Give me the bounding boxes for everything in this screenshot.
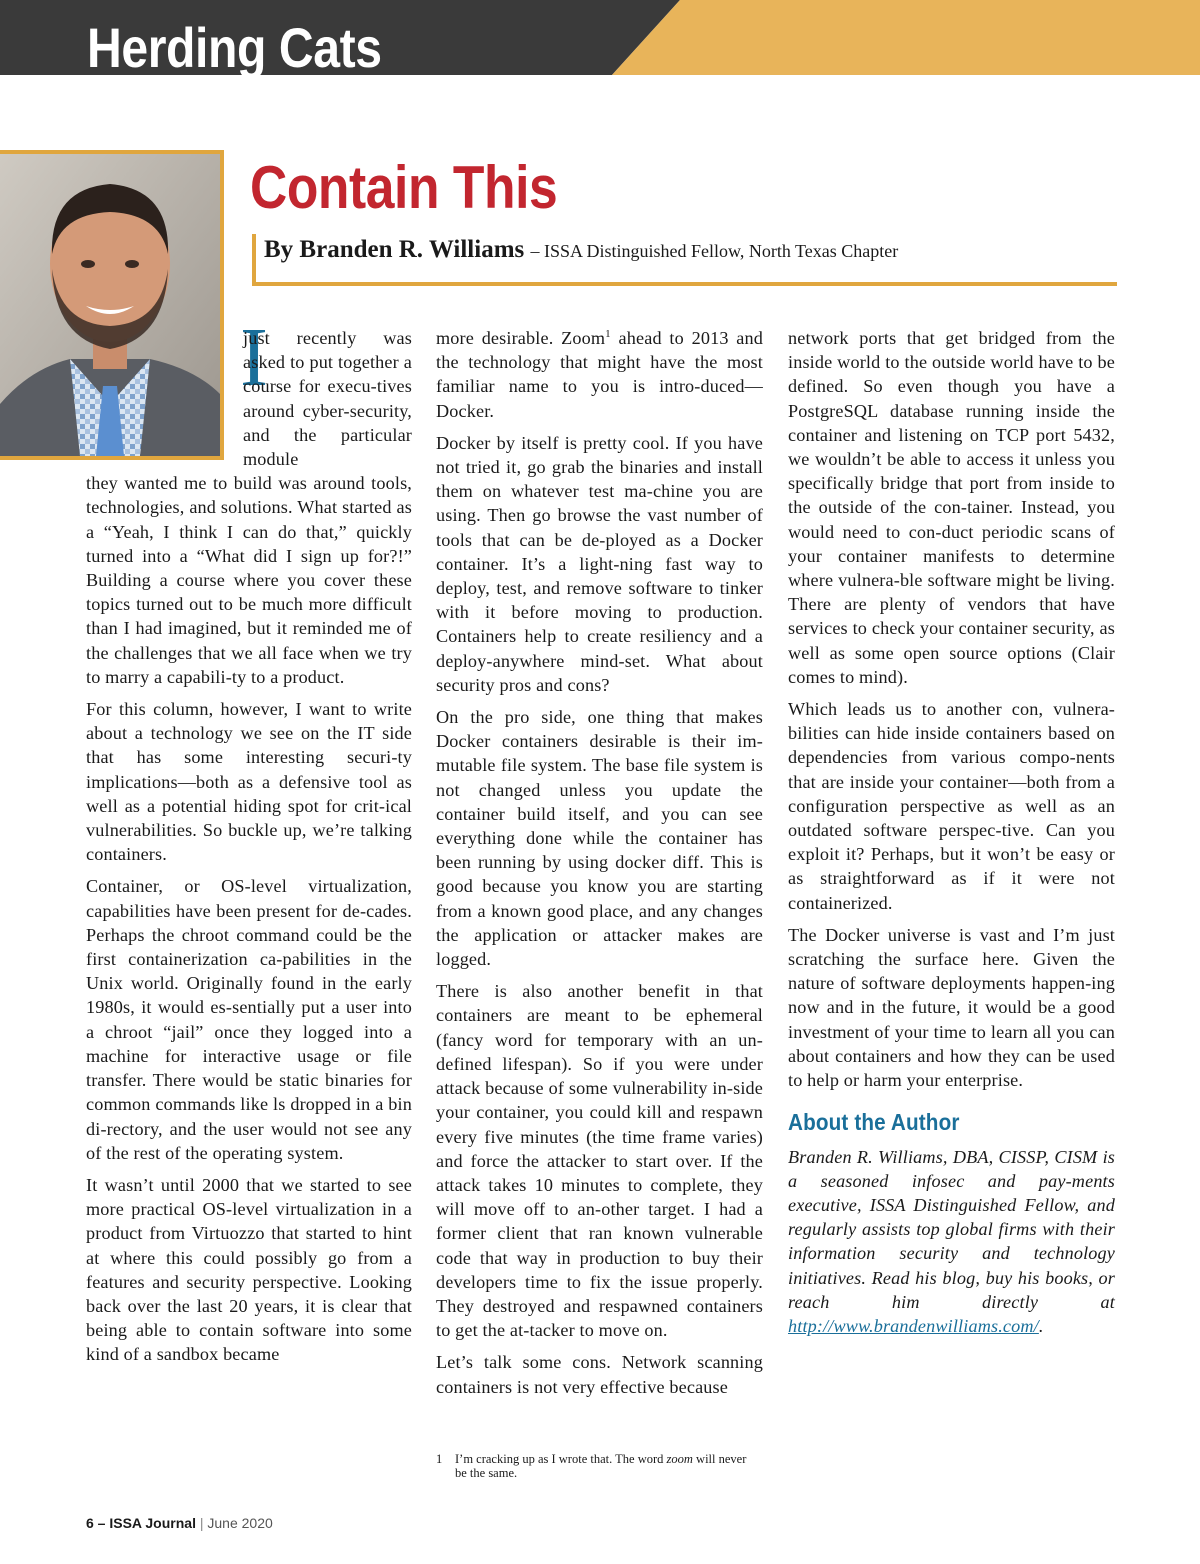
footer-separator: | — [199, 1515, 204, 1531]
author-name: By Branden R. Williams — [264, 236, 525, 263]
page-footer — [86, 1515, 273, 1531]
drop-cap: I — [240, 311, 268, 404]
about-author-text — [788, 1145, 1115, 1339]
about-author-heading: About the Author — [788, 1109, 960, 1136]
column-2 — [436, 326, 763, 1407]
paragraph: Docker by itself is pretty cool. If you have not tried it, go grab the binaries and install them on whatever test ma-chine you are using. Then go browse the vast number of tools that can be de-ployed as a Docker container. It’s a light-ning fast way to deploy, test, and remove software to tinker with it before moving to production. Containers help to create resiliency and a deploy-anywhere mind-set. What about security pros and cons? — [436, 432, 763, 695]
paragraph: Container, or OS-level virtualization, capabilities have been present for de-cades. Perhaps the chroot command could be the first containerization ca-pabilities in the Unix world. Originally found in the early 1980s, it would es-sentially put a user into a chroot “jail” once they logged into a machine for interactive usage or file transfer. There would be static binaries for common commands like ls dropped in a bin di-rectory, and the user would not see any of the rest of the operating system. — [86, 876, 412, 1163]
footnote — [436, 1452, 756, 1480]
author-affiliation: – ISSA Distinguished Fellow, North Texas Chapter — [530, 241, 899, 261]
paragraph: On the pro side, one thing that makes Docker containers desirable is their im-mutable file system. The base file system is not changed unless you update the container build itself, and you can see everything done while the container has been running by using docker diff. This is good because you know you are starting from a known good place, and any changes the application or attacker makes are logged. — [436, 707, 763, 970]
author-website-link[interactable]: http://www.brandenwilliams.com/ — [788, 1315, 1039, 1336]
paragraph-text: ahead to 2013 and the technology that might have the most familiar name to you is intro-duced—Docker. — [436, 328, 763, 421]
about-text-end: . — [1038, 1315, 1044, 1336]
paragraph: they wanted me to build was around tools, technologies, and solutions. What started as a “Yeah, I think I can do that,” quickly turned into a “What did I sign up for?!” Building a course where you cover these topics turned out to be much more difficult than I had imagined, but it reminded me of the challenges that we all face when we try to marry a capabili-ty to a product. — [86, 473, 412, 687]
footnote-ref[interactable]: 1 — [605, 327, 611, 340]
column-3 — [788, 326, 1115, 1346]
footnote-text-part: will never be the same. — [455, 1452, 747, 1480]
footnote-text — [436, 1452, 756, 1480]
byline — [264, 236, 898, 264]
paragraph: The Docker universe is vast and I’m just scratching the surface here. Given the nature of software deployments happen-ing now and in the future, it would be a good investment of your time to learn all you can about containers and how they can be used to help or harm your enterprise. — [788, 924, 1115, 1091]
footnote-number: 1 — [436, 1452, 443, 1466]
footnote-emphasis: zoom — [666, 1452, 693, 1466]
paragraph: It wasn’t until 2000 that we started to see more practical OS-level virtualization in a product from Virtuozzo that started to hint at where this could possibly go from a features and security perspective. Looking back over the last 20 years, it is clear that being able to contain software into some kind of a sandbox became — [86, 1174, 412, 1365]
paragraph: For this column, however, I want to write about a technology we see on the IT side that has some interesting securi-ty implications—both as a defensive tool as well as a potential hiding spot for crit-ical vulnerabilities. So buckle up, we’re talking containers. — [86, 699, 412, 865]
page-label: 6 – ISSA Journal — [86, 1515, 196, 1531]
section-title: Herding Cats — [87, 16, 382, 79]
paragraph-text: more desirable. Zoom — [436, 328, 606, 348]
about-text-body: Branden R. Williams, DBA, CISSP, CISM is a seasoned infosec and pay-ments executive, ISSA Distinguished Fellow, and regularly assists top global firms with their information security and technology initiatives. Read his blog, buy his books, or reach him directly at — [788, 1146, 1115, 1312]
paragraph — [436, 326, 763, 423]
intro-text: just recently was asked to put together a course for execu-tives around cyber-security, and the particular module — [243, 328, 412, 470]
issue-date: June 2020 — [207, 1515, 273, 1531]
paragraph: network ports that get bridged from the inside world to the outside world have to be defined. So even though you have a PostgreSQL database running inside the container and listening on TCP port 5432, we wouldn’t be able to access it unless you specifically bridge that port from inside to the outside of the con-tainer. Instead, you would need to con-duct periodic scans of your container manifests to determine where vulnera-ble software might be living. There are plenty of vendors that have services to check your container security, as well as some open source options (Clair comes to mind). — [788, 328, 1115, 687]
article-title: Contain This — [250, 154, 558, 221]
paragraph: There is also another benefit in that containers are meant to be ephemeral (fancy word for temporary with an un-defined lifespan). So if you were under attack because of some vulnerability in-side your container, you could kill and respawn every five minutes (the time frame varies) and force the attacker to start over. If the attack takes 10 minutes to complete, they will move off to an-other target. I had a former client that ran known vulnerable code that way in production to buy their developers time to fix the issue properly. They destroyed and respawned containers to get the at-tacker to move on. — [436, 981, 763, 1341]
footnote-text-part: I’m cracking up as I wrote that. The word — [455, 1452, 667, 1466]
paragraph: Let’s talk some cons. Network scanning containers is not very effective because — [436, 1352, 763, 1397]
paragraph: Which leads us to another con, vulnera-bilities can hide inside containers based on dependencies from various compo-nents that are inside your container—both from a configuration perspective as well as an outdated software perspec-tive. Can you exploit it? Perhaps, but it won’t be easy or as straightforward as if it were not containerized. — [788, 699, 1115, 913]
column-1 — [86, 326, 412, 1375]
